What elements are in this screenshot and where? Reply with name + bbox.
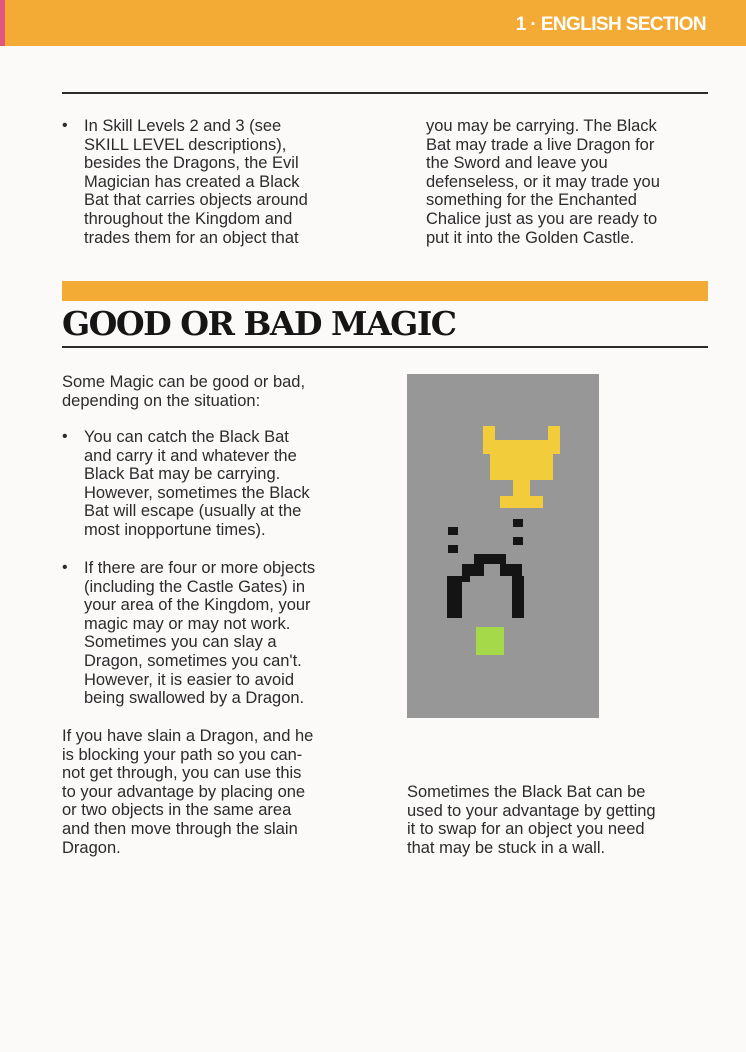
illustration-caption: Sometimes the Black Bat can be used to your advantage by getting it to swap for an object you need that may be stuck in a wall. bbox=[407, 783, 656, 857]
intro-left-text: In Skill Levels 2 and 3 (see SKILL LEVEL descriptions), besides the Dragons, the Evil Magician has created a Black Bat that carries objects around throughout the Kingdom and trades them for an object that bbox=[84, 117, 308, 247]
square-cursor-icon bbox=[476, 627, 504, 655]
closing-paragraph: If you have slain a Dragon, and he is blocking your path so you can- not get through, you can use this to your advantage by placing one or two objects in the same area and then move through the slain Dragon. bbox=[62, 727, 314, 857]
bullet-icon: • bbox=[62, 559, 68, 576]
bullet-item-black-bat: You can catch the Black Bat and carry it and whatever the Black Bat may be carrying. However, sometimes the Black Bat will escape (usually at the most inopportune times). bbox=[84, 428, 310, 539]
bullet-item-objects: If there are four or more objects (including the Castle Gates) in your area of the Kingdom, your magic may or may not work. Sometimes you can slay a Dragon, sometimes you can't. However, it is easier to avoid being swallowed by a Dragon. bbox=[84, 559, 316, 708]
game-screen-illustration bbox=[407, 374, 599, 718]
intro-right-text: you may be carrying. The Black Bat may trade a live Dragon for the Sword and leave you defenseless, or it may trade you something for the Enchanted Chalice just as you are ready to put it into the Golden Castle. bbox=[426, 117, 660, 247]
section-accent-bar bbox=[62, 281, 708, 301]
top-rule bbox=[62, 92, 708, 94]
title-rule bbox=[62, 346, 708, 348]
bullet-icon: • bbox=[62, 117, 68, 134]
section-label: 1 · ENGLISH SECTION bbox=[515, 14, 706, 35]
bullet-icon: • bbox=[62, 428, 68, 445]
section-lead: Some Magic can be good or bad, depending on the situation: bbox=[62, 373, 306, 410]
page-edge-marker bbox=[0, 0, 5, 46]
section-title: GOOD OR BAD MAGIC bbox=[62, 304, 456, 343]
